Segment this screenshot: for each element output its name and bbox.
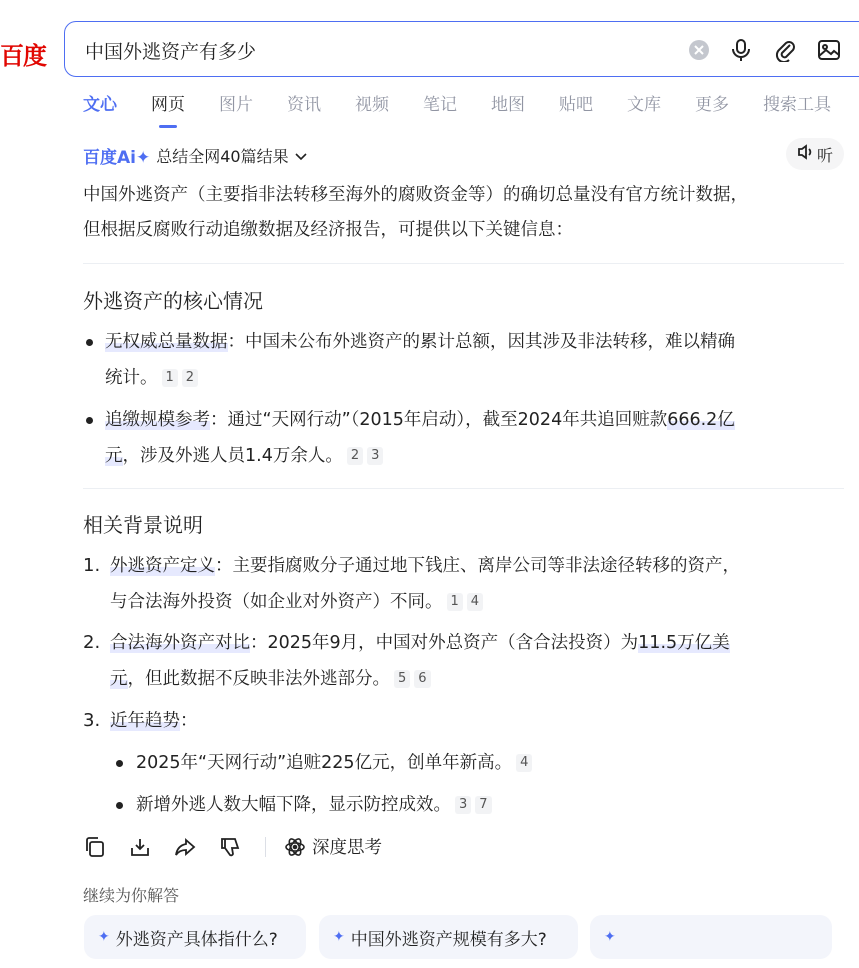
toolbar-divider [265, 837, 266, 857]
sub-list-item: 2025年“天网行动”追赃225亿元，创单年新高。 4 [136, 745, 836, 781]
download-icon[interactable] [128, 835, 152, 859]
ai-summary-header[interactable] [83, 143, 307, 168]
intro-line-1: 中国外逃资产（主要指非法转移至海外的腐败资金等）的确切总量没有官方统计数据， [83, 185, 748, 205]
answer-toolbar [83, 834, 382, 859]
atom-icon [284, 836, 306, 858]
list-item: 外逃资产定义：主要指腐败分子通过地下钱庄、离岸公司等非法途径转移的资产， 与合法海外投资（如企业对外资产）不同。 1 4 [110, 556, 740, 612]
deep-think-button[interactable] [284, 834, 382, 859]
bullet [86, 339, 93, 346]
term-link[interactable]: 无权威总量数据 [105, 332, 228, 352]
list-number: 1. [83, 555, 101, 576]
list-item: 合法海外资产对比：2025年9月，中国对外总资产（含合法投资）为11.5万亿美 元，但此数据不反映非法外逃部分。 5 6 [110, 633, 730, 689]
tab-map[interactable]: 地图 [491, 95, 525, 115]
attachment-icon[interactable] [771, 36, 799, 64]
tab-video[interactable]: 视频 [355, 95, 389, 115]
citation-ref[interactable]: 4 [516, 754, 532, 772]
sub-list-item: 新增外逃人数大幅下降，显示防控成效。 3 7 [136, 787, 836, 823]
tab-notes[interactable]: 笔记 [423, 95, 457, 115]
citation-ref[interactable]: 1 [447, 593, 463, 611]
speaker-icon [797, 144, 815, 164]
list-item: 近年趋势： [110, 711, 198, 731]
share-icon[interactable] [173, 835, 197, 859]
citation-ref[interactable]: 5 [394, 670, 410, 688]
tab-more[interactable]: 更多 [695, 95, 729, 115]
bullet [116, 802, 123, 809]
divider [83, 263, 844, 264]
microphone-icon[interactable] [727, 36, 755, 64]
sparkle-icon: ✦ [604, 929, 616, 945]
term-link[interactable]: 合法海外资产对比 [110, 633, 250, 653]
sparkle-icon: ✦ [333, 929, 345, 945]
section-heading: 相关背景说明 [83, 513, 203, 537]
listen-button[interactable] [786, 138, 844, 170]
bullet [86, 417, 93, 424]
chevron-down-icon [295, 146, 307, 165]
tab-wenxin[interactable]: 文心 [83, 95, 117, 115]
suggestion-chip[interactable]: ✦ 外逃资产具体指什么? [84, 915, 306, 959]
list-number: 2. [83, 632, 101, 653]
list-item: 追缴规模参考：通过“天网行动”（2015年启动），截至2024年共追回赃款666.2亿 元，涉及外逃人员1.4万余人。 2 3 [105, 410, 735, 466]
baidu-logo[interactable]: 百度 [0, 42, 46, 70]
suggestion-chip[interactable]: ✦ 中国外逃资产规模有多大? [319, 915, 578, 959]
intro-line-2: 但根据反腐败行动追缴数据及经济报告，可提供以下关键信息： [83, 220, 573, 240]
tab-wenku[interactable]: 文库 [627, 95, 661, 115]
ai-summary-label: 总结全网40篇结果 [156, 147, 289, 166]
tab-web[interactable]: 网页 [151, 90, 185, 120]
baidu-ai-brand: 百度Ai✦ [83, 148, 151, 168]
citation-ref[interactable]: 3 [367, 447, 383, 465]
citation-ref[interactable]: 2 [182, 369, 198, 387]
image-search-icon[interactable] [815, 36, 843, 64]
tab-news[interactable]: 资讯 [287, 95, 321, 115]
citation-ref[interactable]: 2 [347, 447, 363, 465]
citation-ref[interactable]: 1 [162, 369, 178, 387]
citation-ref[interactable]: 7 [475, 796, 491, 814]
search-input[interactable] [83, 34, 647, 66]
citation-ref[interactable]: 6 [414, 670, 430, 688]
sparkle-icon: ✦ [98, 929, 110, 945]
clear-icon[interactable] [685, 36, 713, 64]
bullet [116, 760, 123, 767]
thumbs-down-icon[interactable] [218, 835, 242, 859]
suggestion-chip[interactable] [590, 915, 832, 959]
listen-label: 听 [816, 145, 833, 165]
section-heading: 外逃资产的核心情况 [83, 289, 263, 313]
copy-icon[interactable] [83, 835, 107, 859]
divider [83, 488, 844, 489]
deep-think-label: 深度思考 [312, 838, 382, 858]
search-tabs [83, 90, 859, 120]
tab-tieba[interactable]: 贴吧 [559, 95, 593, 115]
search-box[interactable] [64, 21, 859, 77]
list-item: 无权威总量数据：中国未公布外逃资产的累计总额，因其涉及非法转移，难以精确 统计。 1 2 [105, 332, 735, 388]
term-link[interactable]: 追缴规模参考 [105, 410, 210, 430]
citation-ref[interactable]: 3 [455, 796, 471, 814]
tab-search-tools[interactable]: 搜索工具 [763, 95, 831, 115]
list-number: 3. [83, 710, 101, 731]
term-link[interactable]: 近年趋势 [110, 711, 180, 731]
citation-ref[interactable]: 4 [467, 593, 483, 611]
continue-label: 继续为你解答 [83, 886, 180, 905]
tab-images[interactable]: 图片 [219, 95, 253, 115]
term-link[interactable]: 外逃资产定义 [110, 556, 215, 576]
